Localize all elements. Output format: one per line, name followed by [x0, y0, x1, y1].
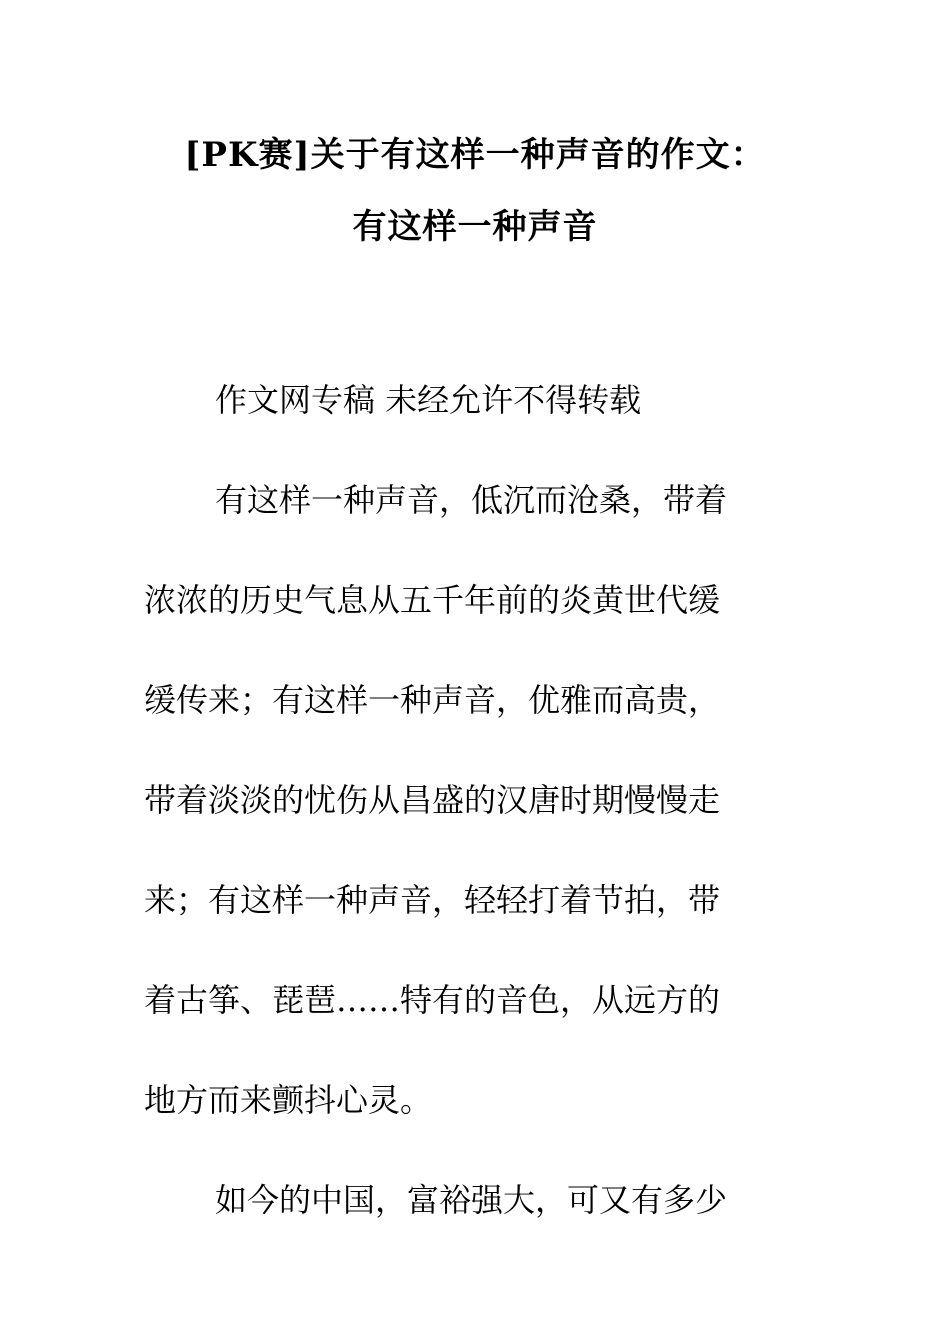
paragraph-line: 有这样一种声音，低沉而沧桑，带着	[215, 481, 728, 519]
paragraph-2	[144, 1180, 794, 1280]
paragraph-line: 带着淡淡的忧伤从昌盛的汉唐时期慢慢走	[144, 781, 721, 819]
paragraph-line: 着古筝、琵琶……特有的音色，从远方的	[144, 981, 721, 1019]
document-title-line-2: 有这样一种声音	[352, 207, 598, 247]
byline: 作文网专稿 未经允许不得转载	[215, 381, 642, 419]
paragraph-line: 浓浓的历史气息从五千年前的炎黄世代缓	[144, 581, 721, 619]
document-title-line-1: [PK赛]关于有这样一种声音的作文：	[184, 135, 766, 175]
paragraph-line: 地方而来颤抖心灵。	[144, 1081, 433, 1119]
paragraph-1	[144, 480, 794, 1180]
paragraph-line: 如今的中国，富裕强大，可又有多少	[215, 1181, 728, 1219]
paragraph-line: 来；有这样一种声音，轻轻打着节拍，带	[144, 881, 721, 919]
paragraph-line: 缓传来；有这样一种声音，优雅而高贵，	[144, 681, 721, 719]
